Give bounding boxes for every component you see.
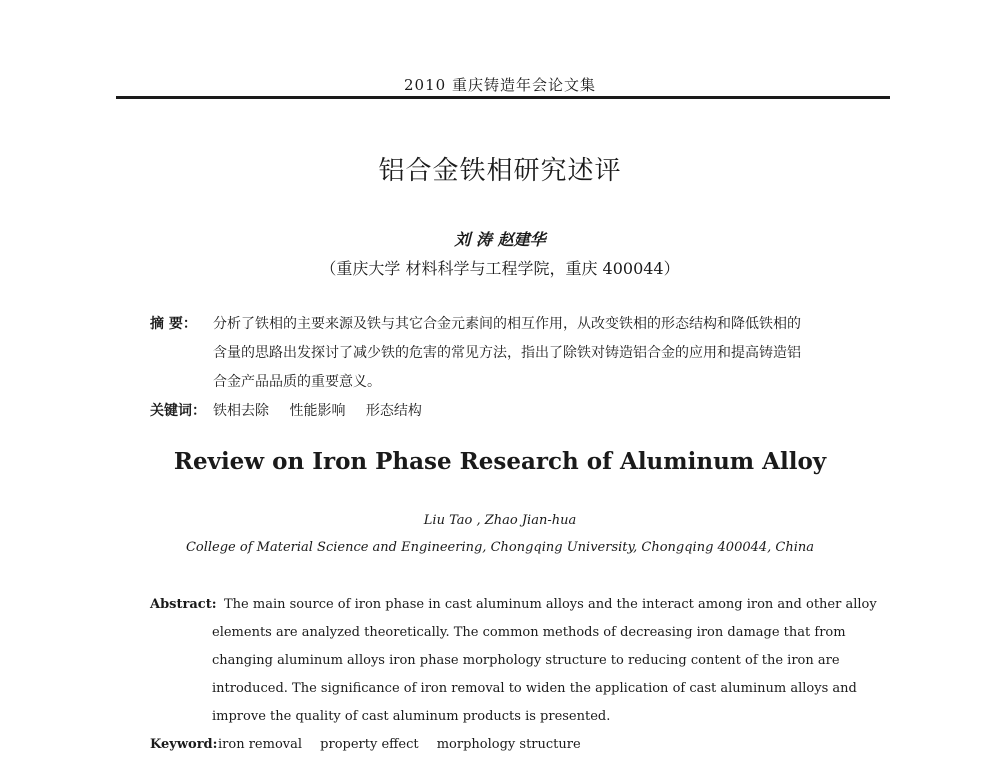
- chinese-abstract-line: 含量的思路出发探讨了减少铁的危害的常见方法，指出了除铁对铸造铝合金的应用和提高铸造铝: [213, 345, 801, 361]
- chinese-authors: 刘 涛 赵建华: [454, 230, 546, 249]
- english-keyword: property effect: [320, 737, 419, 752]
- chinese-title: 铝合金铁相研究述评: [378, 156, 622, 186]
- chinese-affiliation: （重庆大学 材料科学与工程学院，重庆 400044）: [320, 259, 680, 278]
- chinese-abstract-label: 摘 要：: [150, 316, 197, 332]
- chinese-keyword: 性能影响: [289, 403, 346, 419]
- english-title: Review on Iron Phase Research of Aluminum Alloy: [173, 448, 827, 475]
- running-header: 2010 重庆铸造年会论文集: [404, 76, 596, 94]
- chinese-abstract-line: 分析了铁相的主要来源及铁与其它合金元素间的相互作用，从改变铁相的形态结构和降低铁相的: [213, 316, 801, 332]
- english-authors: Liu Tao , Zhao Jian-hua: [423, 513, 577, 528]
- english-keywords: [218, 737, 595, 752]
- chinese-keywords: [213, 400, 438, 420]
- english-keyword: iron removal: [218, 737, 303, 752]
- header-rule: [116, 96, 890, 99]
- chinese-keyword: 铁相去除: [213, 403, 269, 419]
- chinese-keywords-label: 关键词：: [150, 403, 206, 419]
- english-abstract-line: elements are analyzed theoretically. The common methods of decreasing iron damage that from: [212, 625, 846, 640]
- english-abstract-line: introduced. The significance of iron removal to widen the application of cast aluminum alloys and: [212, 681, 857, 696]
- english-abstract-line: improve the quality of cast aluminum products is presented.: [212, 709, 611, 724]
- english-keywords-label: Keyword:: [150, 737, 218, 752]
- english-abstract-line: changing aluminum alloys iron phase morphology structure to reducing content of the iron are: [212, 653, 840, 668]
- english-keyword: morphology structure: [436, 737, 581, 752]
- english-abstract-line: The main source of iron phase in cast aluminum alloys and the interact among iron and other alloy: [224, 597, 877, 612]
- english-abstract-label: Abstract:: [150, 597, 217, 612]
- english-affiliation: College of Material Science and Engineering, Chongqing University, Chongqing 400044, China: [185, 540, 815, 555]
- chinese-abstract-line: 合金产品品质的重要意义。: [213, 374, 381, 390]
- chinese-keyword: 形态结构: [365, 403, 422, 419]
